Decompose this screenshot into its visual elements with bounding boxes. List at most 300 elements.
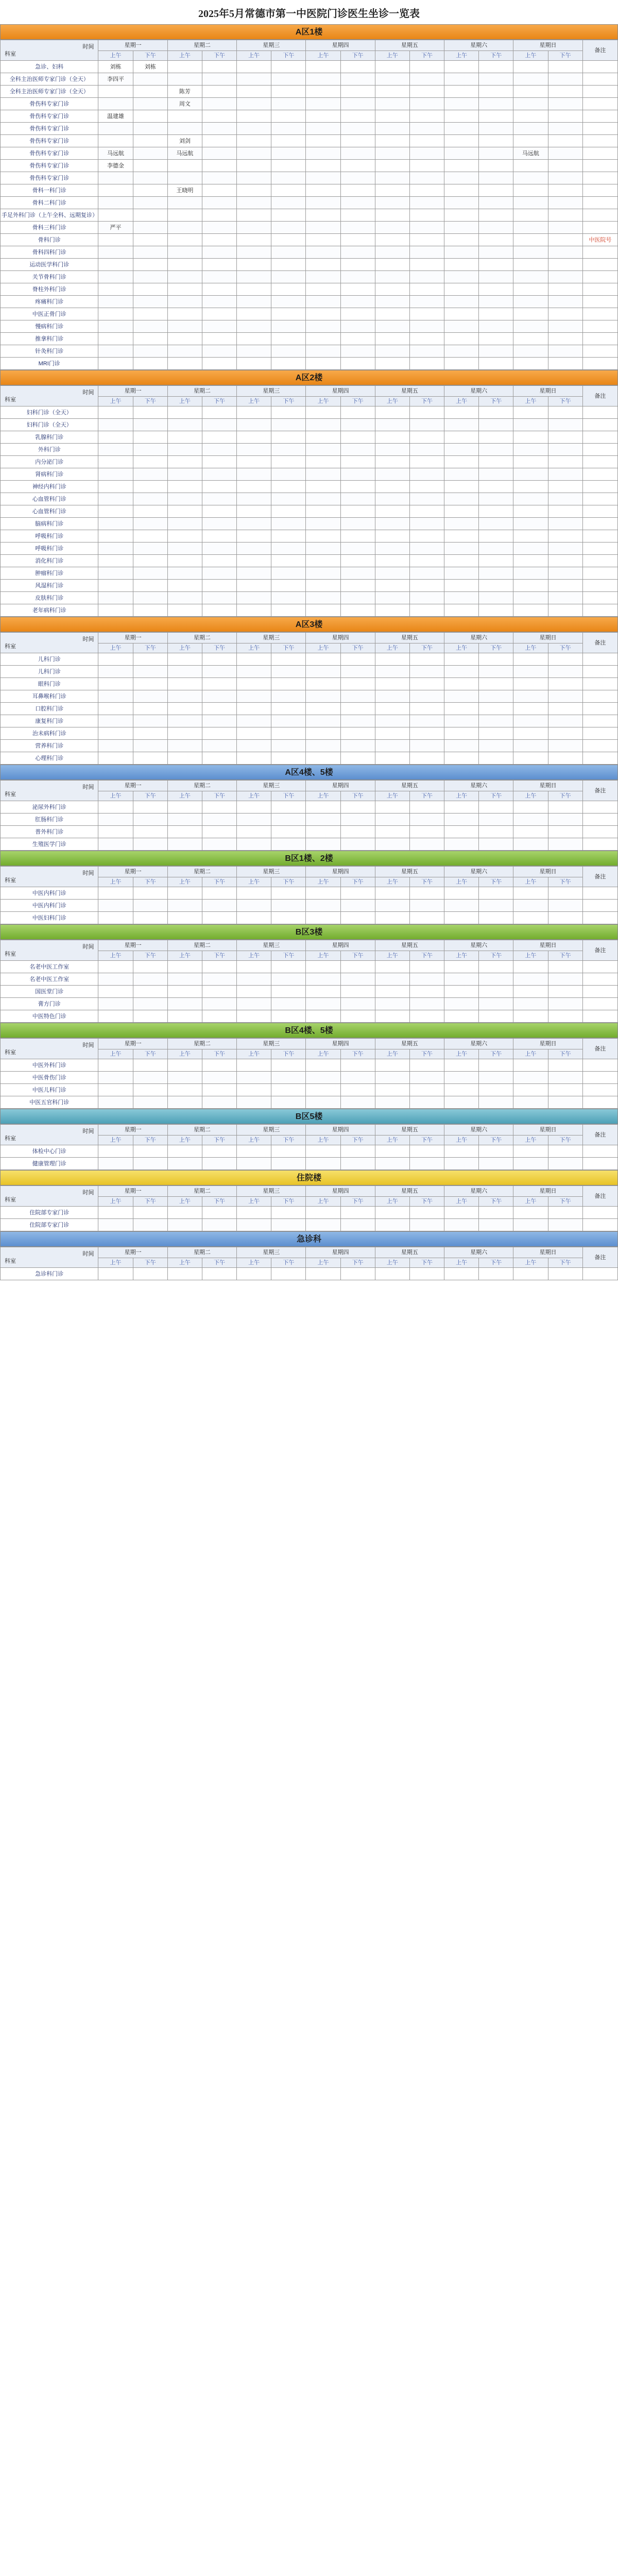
doctor-cell	[340, 135, 375, 147]
doctor-cell	[306, 703, 340, 715]
doctor-cell	[271, 555, 306, 567]
dept-name: 心血管科门诊	[1, 493, 98, 505]
dept-name: 儿科门诊	[1, 666, 98, 678]
doctor-cell	[444, 1268, 479, 1280]
doctor-cell	[444, 543, 479, 555]
doctor-cell	[133, 209, 167, 222]
header-day: 星期三	[237, 1186, 306, 1197]
doctor-cell	[340, 259, 375, 271]
header-note: 备注	[582, 1186, 617, 1207]
doctor-cell	[271, 1010, 306, 1023]
row-note	[582, 567, 617, 580]
row-note	[582, 110, 617, 123]
doctor-cell	[479, 444, 513, 456]
doctor-cell	[306, 912, 340, 924]
doctor-cell	[548, 530, 582, 543]
doctor-cell	[98, 135, 133, 147]
doctor-cell	[340, 678, 375, 690]
doctor-cell	[409, 814, 444, 826]
doctor-cell	[409, 283, 444, 296]
doctor-cell	[513, 431, 548, 444]
doctor-cell	[98, 567, 133, 580]
doctor-cell	[409, 184, 444, 197]
doctor-cell	[133, 419, 167, 431]
doctor-cell	[479, 703, 513, 715]
table-row	[1, 814, 618, 826]
doctor-cell	[340, 715, 375, 727]
schedule-table	[0, 866, 618, 924]
doctor-cell: 刘栋	[98, 61, 133, 73]
doctor-cell	[409, 1084, 444, 1096]
doctor-cell	[167, 234, 202, 246]
doctor-cell	[409, 518, 444, 530]
doctor-cell	[202, 493, 236, 505]
doctor-cell	[237, 752, 271, 765]
section-banner: A区1楼	[0, 24, 618, 40]
doctor-cell	[409, 160, 444, 172]
doctor-cell: 严平	[98, 222, 133, 234]
doctor-cell	[237, 234, 271, 246]
doctor-cell	[548, 887, 582, 900]
schedule-table	[0, 1124, 618, 1170]
table-row	[1, 234, 618, 246]
doctor-cell	[271, 308, 306, 320]
header-dept-label: 科室	[5, 951, 16, 957]
doctor-cell	[306, 1145, 340, 1158]
table-row	[1, 604, 618, 617]
doctor-cell	[479, 147, 513, 160]
doctor-cell	[513, 246, 548, 259]
doctor-cell	[409, 826, 444, 838]
doctor-cell	[133, 98, 167, 110]
dept-name: 全科主治医师专家门诊（全天）	[1, 73, 98, 86]
row-note	[582, 184, 617, 197]
table-row	[1, 703, 618, 715]
doctor-cell	[513, 653, 548, 666]
header-am: 上午	[513, 1197, 548, 1207]
doctor-cell	[409, 135, 444, 147]
doctor-cell	[479, 358, 513, 370]
doctor-cell	[202, 333, 236, 345]
header-am: 上午	[375, 1258, 409, 1268]
doctor-cell	[133, 900, 167, 912]
doctor-cell	[98, 838, 133, 851]
doctor-cell	[237, 333, 271, 345]
doctor-cell	[513, 1219, 548, 1231]
doctor-cell	[548, 567, 582, 580]
doctor-cell	[271, 727, 306, 740]
doctor-cell	[340, 333, 375, 345]
header-am: 上午	[513, 791, 548, 801]
doctor-cell	[167, 444, 202, 456]
dept-name: 心血管科门诊	[1, 505, 98, 518]
header-day: 星期五	[375, 1247, 444, 1258]
doctor-cell	[513, 814, 548, 826]
header-day: 星期一	[98, 781, 167, 791]
doctor-cell	[340, 283, 375, 296]
doctor-cell	[98, 604, 133, 617]
section-banner: A区3楼	[0, 617, 618, 632]
header-day: 星期三	[237, 940, 306, 951]
doctor-cell	[548, 456, 582, 468]
doctor-cell	[98, 555, 133, 567]
doctor-cell	[340, 1096, 375, 1109]
header-corner	[1, 1186, 98, 1207]
doctor-cell	[375, 222, 409, 234]
doctor-cell	[444, 345, 479, 358]
table-row	[1, 431, 618, 444]
doctor-cell	[202, 222, 236, 234]
doctor-cell	[375, 333, 409, 345]
doctor-cell	[271, 271, 306, 283]
header-day: 星期四	[306, 1186, 375, 1197]
doctor-cell	[375, 530, 409, 543]
doctor-cell	[513, 160, 548, 172]
doctor-cell	[237, 406, 271, 419]
header-days-row	[1, 781, 618, 791]
section-banner: B区3楼	[0, 924, 618, 940]
doctor-cell	[202, 431, 236, 444]
doctor-cell	[444, 518, 479, 530]
doctor-cell	[340, 456, 375, 468]
doctor-cell	[375, 678, 409, 690]
dept-name: 妇科门诊（全天）	[1, 406, 98, 419]
doctor-cell	[237, 197, 271, 209]
doctor-cell	[340, 505, 375, 518]
doctor-cell	[202, 1059, 236, 1072]
doctor-cell	[340, 86, 375, 98]
doctor-cell	[513, 1059, 548, 1072]
dept-name: 骨伤科专家门诊	[1, 110, 98, 123]
table-row	[1, 653, 618, 666]
header-am: 上午	[375, 951, 409, 961]
table-row	[1, 320, 618, 333]
header-am: 上午	[513, 1258, 548, 1268]
row-note	[582, 345, 617, 358]
doctor-cell	[375, 505, 409, 518]
table-row	[1, 887, 618, 900]
dept-name: 手足外科门诊（上午全科、远期复诊）	[1, 209, 98, 222]
doctor-cell	[409, 961, 444, 973]
doctor-cell	[202, 1207, 236, 1219]
header-am: 上午	[98, 1258, 133, 1268]
doctor-cell	[202, 419, 236, 431]
row-note	[582, 518, 617, 530]
header-pm: 下午	[271, 1258, 306, 1268]
header-day: 星期一	[98, 867, 167, 877]
header-day: 星期五	[375, 867, 444, 877]
doctor-cell	[479, 604, 513, 617]
row-note	[582, 826, 617, 838]
header-pm: 下午	[548, 397, 582, 406]
doctor-cell	[513, 209, 548, 222]
header-corner	[1, 633, 98, 653]
doctor-cell	[513, 73, 548, 86]
doctor-cell	[548, 333, 582, 345]
header-dept-label: 科室	[5, 1196, 16, 1203]
dept-name: 住院部专家门诊	[1, 1207, 98, 1219]
doctor-cell	[167, 887, 202, 900]
doctor-cell	[237, 493, 271, 505]
table-row	[1, 1010, 618, 1023]
doctor-cell	[98, 493, 133, 505]
doctor-cell	[548, 1145, 582, 1158]
doctor-cell	[98, 715, 133, 727]
doctor-cell	[513, 123, 548, 135]
doctor-cell	[548, 653, 582, 666]
doctor-cell	[98, 358, 133, 370]
doctor-cell	[167, 900, 202, 912]
doctor-cell	[375, 172, 409, 184]
table-row	[1, 481, 618, 493]
doctor-cell	[167, 406, 202, 419]
section-banner: 急诊科	[0, 1231, 618, 1247]
dept-name: 儿科门诊	[1, 653, 98, 666]
doctor-cell	[306, 234, 340, 246]
doctor-cell	[479, 543, 513, 555]
doctor-cell	[202, 727, 236, 740]
header-am: 上午	[98, 1136, 133, 1145]
header-days-row	[1, 1247, 618, 1258]
doctor-cell	[271, 740, 306, 752]
doctor-cell	[271, 900, 306, 912]
header-pm: 下午	[479, 51, 513, 61]
doctor-cell	[513, 481, 548, 493]
doctor-cell	[340, 986, 375, 998]
doctor-cell	[444, 961, 479, 973]
doctor-cell	[202, 998, 236, 1010]
doctor-cell	[479, 1096, 513, 1109]
doctor-cell	[98, 419, 133, 431]
doctor-cell	[167, 296, 202, 308]
table-row	[1, 1072, 618, 1084]
table-row	[1, 518, 618, 530]
doctor-cell	[513, 406, 548, 419]
doctor-cell	[98, 580, 133, 592]
doctor-cell	[444, 814, 479, 826]
header-pm: 下午	[340, 1049, 375, 1059]
doctor-cell	[409, 592, 444, 604]
doctor-cell	[133, 703, 167, 715]
row-note	[582, 715, 617, 727]
doctor-cell	[202, 456, 236, 468]
table-row	[1, 184, 618, 197]
doctor-cell	[548, 406, 582, 419]
header-am: 上午	[306, 1136, 340, 1145]
doctor-cell	[98, 406, 133, 419]
doctor-cell	[548, 135, 582, 147]
doctor-cell	[548, 98, 582, 110]
doctor-cell	[375, 86, 409, 98]
doctor-cell	[548, 431, 582, 444]
doctor-cell	[202, 406, 236, 419]
doctor-cell	[409, 271, 444, 283]
header-pm: 下午	[409, 643, 444, 653]
table-row	[1, 543, 618, 555]
doctor-cell	[340, 123, 375, 135]
header-am: 上午	[306, 1197, 340, 1207]
doctor-cell	[548, 826, 582, 838]
doctor-cell	[479, 234, 513, 246]
doctor-cell	[133, 518, 167, 530]
doctor-cell	[167, 961, 202, 973]
header-am: 上午	[167, 1136, 202, 1145]
doctor-cell	[237, 61, 271, 73]
doctor-cell	[548, 147, 582, 160]
row-note	[582, 986, 617, 998]
doctor-cell	[548, 160, 582, 172]
doctor-cell	[271, 110, 306, 123]
doctor-cell	[202, 1268, 236, 1280]
doctor-cell	[167, 1207, 202, 1219]
doctor-cell	[375, 123, 409, 135]
doctor-cell	[340, 209, 375, 222]
header-day: 星期日	[513, 633, 582, 643]
doctor-cell	[306, 431, 340, 444]
doctor-cell	[444, 123, 479, 135]
doctor-cell	[444, 406, 479, 419]
doctor-cell	[306, 345, 340, 358]
doctor-cell	[98, 592, 133, 604]
doctor-cell	[375, 961, 409, 973]
doctor-cell	[479, 1010, 513, 1023]
doctor-cell	[237, 123, 271, 135]
doctor-cell	[133, 580, 167, 592]
header-pm: 下午	[479, 1136, 513, 1145]
header-pm: 下午	[202, 397, 236, 406]
doctor-cell	[444, 333, 479, 345]
doctor-cell	[202, 1219, 236, 1231]
doctor-cell	[306, 86, 340, 98]
row-note	[582, 580, 617, 592]
doctor-cell	[479, 567, 513, 580]
doctor-cell	[548, 358, 582, 370]
doctor-cell	[513, 197, 548, 209]
doctor-cell	[306, 580, 340, 592]
doctor-cell	[98, 1158, 133, 1170]
doctor-cell	[375, 986, 409, 998]
table-row	[1, 592, 618, 604]
doctor-cell	[479, 518, 513, 530]
doctor-cell	[513, 567, 548, 580]
doctor-cell	[271, 580, 306, 592]
doctor-cell: 马远航	[98, 147, 133, 160]
row-note	[582, 333, 617, 345]
doctor-cell	[202, 592, 236, 604]
doctor-cell	[202, 961, 236, 973]
doctor-cell	[444, 1084, 479, 1096]
doctor-cell	[133, 752, 167, 765]
row-note	[582, 887, 617, 900]
doctor-cell	[479, 123, 513, 135]
doctor-cell	[444, 900, 479, 912]
header-pm: 下午	[479, 877, 513, 887]
header-pm: 下午	[271, 1049, 306, 1059]
row-note	[582, 838, 617, 851]
doctor-cell	[98, 986, 133, 998]
doctor-cell	[444, 826, 479, 838]
doctor-cell	[548, 727, 582, 740]
header-pm: 下午	[340, 51, 375, 61]
row-note	[582, 604, 617, 617]
doctor-cell	[513, 727, 548, 740]
doctor-cell	[306, 444, 340, 456]
doctor-cell	[548, 703, 582, 715]
schedule-table	[0, 40, 618, 370]
table-row	[1, 110, 618, 123]
doctor-cell	[202, 814, 236, 826]
doctor-cell	[375, 666, 409, 678]
doctor-cell	[202, 271, 236, 283]
doctor-cell	[340, 543, 375, 555]
dept-name: 推拿科门诊	[1, 333, 98, 345]
header-pm: 下午	[271, 791, 306, 801]
doctor-cell	[513, 184, 548, 197]
doctor-cell	[271, 567, 306, 580]
doctor-cell	[237, 838, 271, 851]
doctor-cell	[167, 259, 202, 271]
doctor-cell	[202, 900, 236, 912]
doctor-cell	[548, 543, 582, 555]
doctor-cell	[202, 678, 236, 690]
doctor-cell	[202, 973, 236, 986]
dept-name: 中医外科门诊	[1, 1059, 98, 1072]
doctor-cell	[548, 246, 582, 259]
doctor-cell	[409, 1158, 444, 1170]
doctor-cell	[513, 912, 548, 924]
header-days-row	[1, 1125, 618, 1136]
header-day: 星期三	[237, 1247, 306, 1258]
dept-name: 脊柱外科门诊	[1, 283, 98, 296]
doctor-cell	[167, 1010, 202, 1023]
doctor-cell	[167, 678, 202, 690]
header-time-label: 时间	[82, 389, 94, 396]
header-pm: 下午	[340, 643, 375, 653]
header-am: 上午	[306, 397, 340, 406]
doctor-cell	[306, 715, 340, 727]
doctor-cell	[306, 678, 340, 690]
doctor-cell	[133, 1010, 167, 1023]
row-note	[582, 308, 617, 320]
doctor-cell	[548, 296, 582, 308]
doctor-cell	[271, 887, 306, 900]
doctor-cell	[133, 456, 167, 468]
header-day: 星期五	[375, 386, 444, 397]
doctor-cell	[409, 887, 444, 900]
section-banner: B区5楼	[0, 1109, 618, 1124]
header-pm: 下午	[202, 1197, 236, 1207]
header-pm: 下午	[133, 877, 167, 887]
doctor-cell	[444, 86, 479, 98]
table-row	[1, 1145, 618, 1158]
doctor-cell	[202, 197, 236, 209]
doctor-cell	[167, 110, 202, 123]
doctor-cell	[479, 197, 513, 209]
header-note: 备注	[582, 1247, 617, 1268]
doctor-cell	[409, 493, 444, 505]
doctor-cell	[133, 530, 167, 543]
doctor-cell	[548, 320, 582, 333]
doctor-cell	[202, 444, 236, 456]
header-am: 上午	[98, 1049, 133, 1059]
doctor-cell	[202, 752, 236, 765]
doctor-cell	[167, 308, 202, 320]
doctor-cell	[444, 431, 479, 444]
doctor-cell	[306, 320, 340, 333]
doctor-cell	[133, 296, 167, 308]
doctor-cell	[409, 197, 444, 209]
header-day: 星期五	[375, 633, 444, 643]
